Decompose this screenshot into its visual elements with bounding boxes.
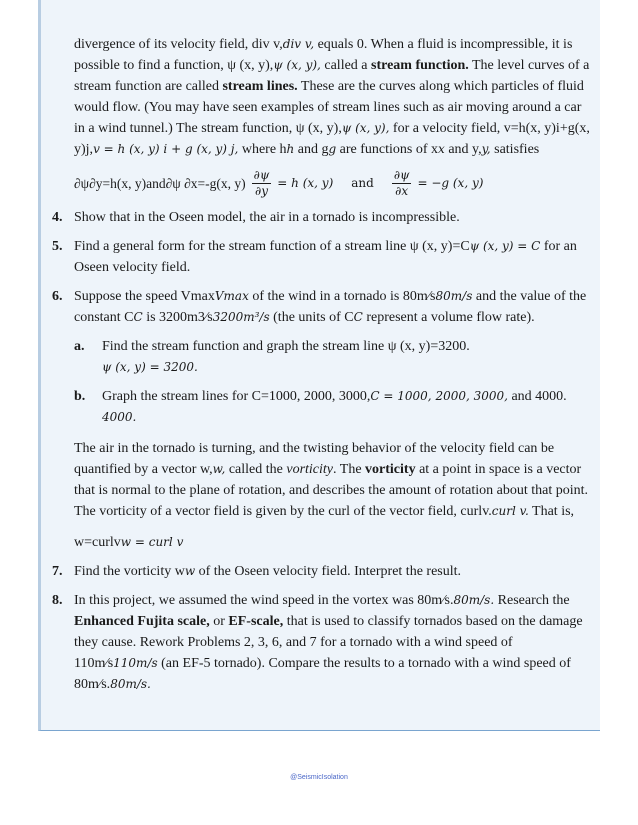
- problem-6: 6. Suppose the speed VmaxVmax of the wind in a tornado is 80m⁄s80m/s and the value of the constant CC is 3200m3⁄s3200m³/s (the units of CC represent a volume flow rate). a. Find the stream function and graph the stream line ψ (x, y)=3200. ψ (x, y) = 3200. b. Graph the stream lines for C=1000, 2000, 3000,C = 1000, 2000, 3000, and 4000. 4000.: [52, 286, 592, 428]
- vorticity-paragraph: The air in the tornado is turning, and the twisting behavior of the velocity field can be quantified by a vector w,w, called the vorticity. The vorticity at a point in space is a vector that is normal to the plane of rotation, and describes the amount of rotation about that point. The vorticity of a vector field is given by the curl of the vector field, curlv.curl v. That is,: [74, 441, 588, 519]
- term-vorticity: vorticity: [365, 462, 416, 477]
- equation-text: ∂ψ∂y=h(x, y)and∂ψ ∂x=-g(x, y): [74, 176, 246, 191]
- fraction-dpsi-dy: $\frac{\partial\psi}{\partial y}$: [253, 168, 270, 198]
- problem-6a: a. Find the stream function and graph the stream line ψ (x, y)=3200. ψ (x, y) = 3200.: [74, 336, 592, 378]
- problem-6-text: Suppose the speed VmaxVmax of the wind in a tornado is 80m⁄s80m/s and the value of the constant CC is 3200m3⁄s3200m³/s (the units of CC represent a volume flow rate).: [74, 289, 587, 325]
- problem-6b: b. Graph the stream lines for C=1000, 2000, 3000,C = 1000, 2000, 3000, and 4000. 4000.: [74, 389, 567, 424]
- inline-math: v = h (x, y) i + g (x, y) j,: [93, 142, 239, 156]
- footer-credit: @SeismicIsolation: [290, 774, 348, 781]
- document-body: [52, 34, 592, 695]
- inline-math: div v,: [282, 37, 315, 51]
- problem-5: 5. Find a general form for the stream function of a stream line ψ (x, y)=Cψ (x, y) = C for an Oseen velocity field.: [52, 239, 577, 275]
- term-enhanced-fujita: Enhanced Fujita scale,: [74, 614, 210, 629]
- inline-math: 110m/s: [113, 656, 158, 670]
- inline-math: ψ (x, y),: [341, 121, 390, 135]
- inline-math: y,: [481, 142, 491, 156]
- term-vorticity-italic: vorticity: [286, 462, 334, 477]
- fraction-dpsi-dx: $\frac{\partial\psi}{\partial x}$: [393, 168, 410, 198]
- inline-math: h: [286, 142, 295, 156]
- inline-math: C = 1000, 2000, 3000,: [370, 389, 508, 403]
- stream-function-equation: ∂ψ∂y=h(x, y)and∂ψ ∂x=-g(x, y) $\frac{\partial\psi}{\partial y}$ = h (x, y) and $\frac{\partial\psi}{\partial x}$ = −g (x, y): [74, 168, 484, 198]
- inline-math: x: [438, 142, 445, 156]
- term-stream-function: stream function.: [371, 58, 469, 73]
- problem-8: 8. In this project, we assumed the wind speed in the vortex was 80m⁄s.80m/s. Research the Enhanced Fujita scale, or EF-scale, that is used to classify tornados based on the damage they cause. Rework Problems 2, 3, 6, and 7 for a tornado with a wind speed of 110m⁄s110m/s (an EF-5 tornado). Compare the results to a tornado with a wind speed of 80m⁄s.80m/s.: [52, 593, 583, 692]
- inline-math: 4000.: [102, 410, 137, 424]
- inline-math: Vmax: [214, 289, 249, 303]
- inline-math: ψ (x, y),: [273, 58, 321, 72]
- problem-4: 4. Show that in the Oseen model, the air in a tornado is incompressible.: [52, 210, 460, 225]
- problem-7: 7. Find the vorticity ww of the Oseen velocity field. Interpret the result.: [52, 564, 462, 579]
- inline-math: g: [328, 142, 337, 156]
- inline-math: C: [353, 310, 363, 324]
- inline-math: ψ (x, y) = C: [469, 239, 541, 253]
- vorticity-equation: w=curlvw = curl v: [74, 535, 184, 550]
- inline-math: 80m/s: [435, 289, 473, 303]
- term-stream-lines: stream lines.: [222, 79, 298, 94]
- inline-math: ψ (x, y) = 3200.: [102, 360, 198, 374]
- inline-math: curl v.: [491, 504, 529, 518]
- inline-math: C: [133, 310, 143, 324]
- inline-math: w: [184, 564, 196, 578]
- term-ef-scale: EF-scale,: [228, 614, 284, 629]
- inline-math: w = curl v: [120, 535, 184, 549]
- intro-paragraph: divergence of its velocity field, div v,div v, equals 0. When a fluid is incompressible, it is possible to find a function, ψ (x, y),ψ (x, y), called a stream function. The level curves of a stream function are called stream lines. These are the curves along which particles of fluid would flow. (You may have seen examples of stream lines such as air moving around a car in a wind tunnel.) The stream function, ψ (x, y),ψ (x, y), for a velocity field, v=h(x, y)i+g(x, y)j,v = h (x, y) i + g (x, y) j, where hh and gg are functions of xx and y,y, satisfies: [74, 37, 590, 157]
- inline-math: 80m/s.: [453, 593, 495, 607]
- inline-math: 3200m³/s: [212, 310, 270, 324]
- inline-math: 80m/s.: [110, 677, 151, 691]
- inline-math: w,: [212, 462, 226, 476]
